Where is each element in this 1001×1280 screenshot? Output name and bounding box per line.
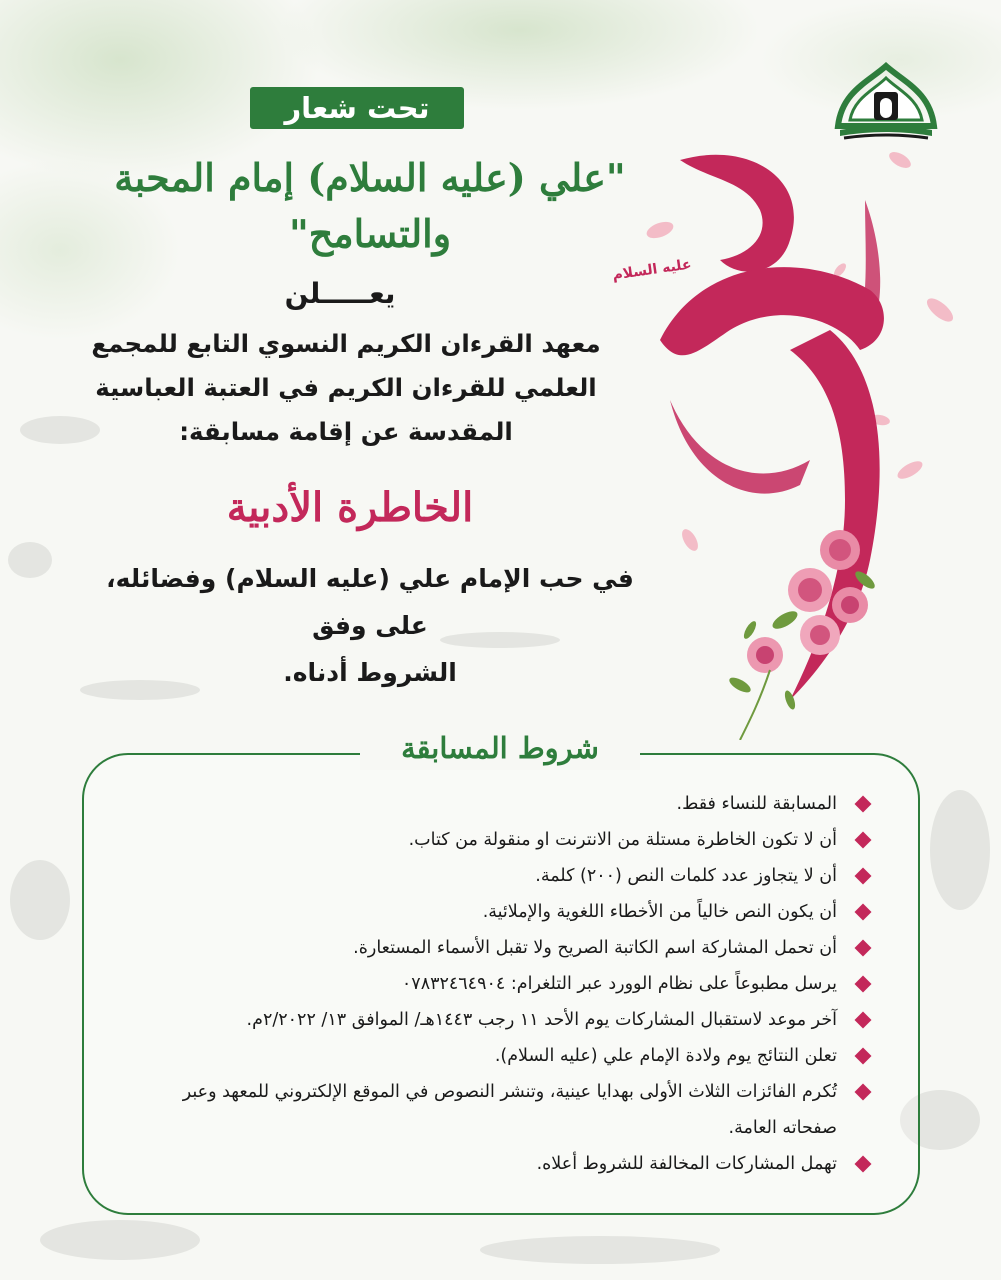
diamond-bullet-icon xyxy=(855,1084,872,1101)
condition-text: المسابقة للنساء فقط. xyxy=(676,794,837,814)
condition-item xyxy=(130,894,875,930)
diamond-bullet-icon xyxy=(855,940,872,957)
diamond-bullet-icon xyxy=(855,868,872,885)
condition-text: أن تحمل المشاركة اسم الكاتبة الصريح ولا تقبل الأسماء المستعارة. xyxy=(353,938,837,958)
condition-item xyxy=(130,786,875,822)
competition-subtitle xyxy=(90,555,650,696)
diamond-bullet-icon xyxy=(855,1048,872,1065)
diamond-bullet-icon xyxy=(855,976,872,993)
condition-item xyxy=(130,1074,875,1146)
condition-item xyxy=(130,1146,875,1182)
institute-logo-icon xyxy=(834,62,938,146)
intro-line: المقدسة عن إقامة مسابقة: xyxy=(179,417,513,446)
conditions-title: شروط المسابقة xyxy=(401,731,599,765)
condition-item xyxy=(130,930,875,966)
condition-text: تهمل المشاركات المخالفة للشروط أعلاه. xyxy=(536,1154,837,1174)
diamond-bullet-icon xyxy=(855,1012,872,1029)
announces-heading: يعـــــلن xyxy=(284,277,396,310)
condition-text: أن لا يتجاوز عدد كلمات النص (٢٠٠) كلمة. xyxy=(535,866,837,886)
condition-text: آخر موعد لاستقبال المشاركات يوم الأحد ١١ رجب ١٤٤٣هـ/ الموافق ١٣/ ٢/٢٠٢٢م. xyxy=(246,1010,837,1030)
conditions-list xyxy=(130,786,875,1182)
ali-calligraphy-icon xyxy=(640,140,970,740)
slogan-badge xyxy=(250,87,464,129)
diamond-bullet-icon xyxy=(855,1156,872,1173)
diamond-bullet-icon xyxy=(855,832,872,849)
condition-text: أن لا تكون الخاطرة مستلة من الانترنت او منقولة من كتاب. xyxy=(408,830,837,850)
intro-line: معهد القرءان الكريم النسوي التابع للمجمع xyxy=(91,329,601,358)
condition-item xyxy=(130,966,875,1002)
condition-item xyxy=(130,822,875,858)
slogan-text: "علي (عليه السلام) إمام المحبة والتسامح" xyxy=(114,155,626,256)
condition-text: تعلن النتائج يوم ولادة الإمام علي (عليه السلام). xyxy=(494,1046,837,1066)
conditions-title-wrap xyxy=(360,726,640,770)
diamond-bullet-icon xyxy=(855,904,872,921)
condition-item xyxy=(130,1002,875,1038)
condition-text: يرسل مطبوعاً على نظام الوورد عبر التلغرام: ٠٧٨٣٢٤٦٤٩٠٤ xyxy=(401,974,837,994)
condition-item xyxy=(130,858,875,894)
competition-title: الخاطرة الأدبية xyxy=(226,484,474,531)
subtitle-line: في حب الإمام علي (عليه السلام) وفضائله، على وفق xyxy=(106,564,634,640)
diamond-bullet-icon xyxy=(855,796,872,813)
subtitle-line: الشروط أدناه. xyxy=(283,658,457,687)
condition-text: أن يكون النص خالياً من الأخطاء اللغوية والإملائية. xyxy=(482,902,837,922)
intro-paragraph xyxy=(70,322,622,454)
intro-line: العلمي للقرءان الكريم في العتبة العباسية xyxy=(95,373,597,402)
calligraphy-caption: عليه السلام xyxy=(611,256,693,284)
slogan-label: تحت شعار xyxy=(284,91,430,125)
condition-item xyxy=(130,1038,875,1074)
condition-text: تُكرم الفائزات الثلاث الأولى بهدايا عينية، وتنشر النصوص في الموقع الإلكتروني للمعهد وعبر صفحاته العامة. xyxy=(182,1082,837,1138)
